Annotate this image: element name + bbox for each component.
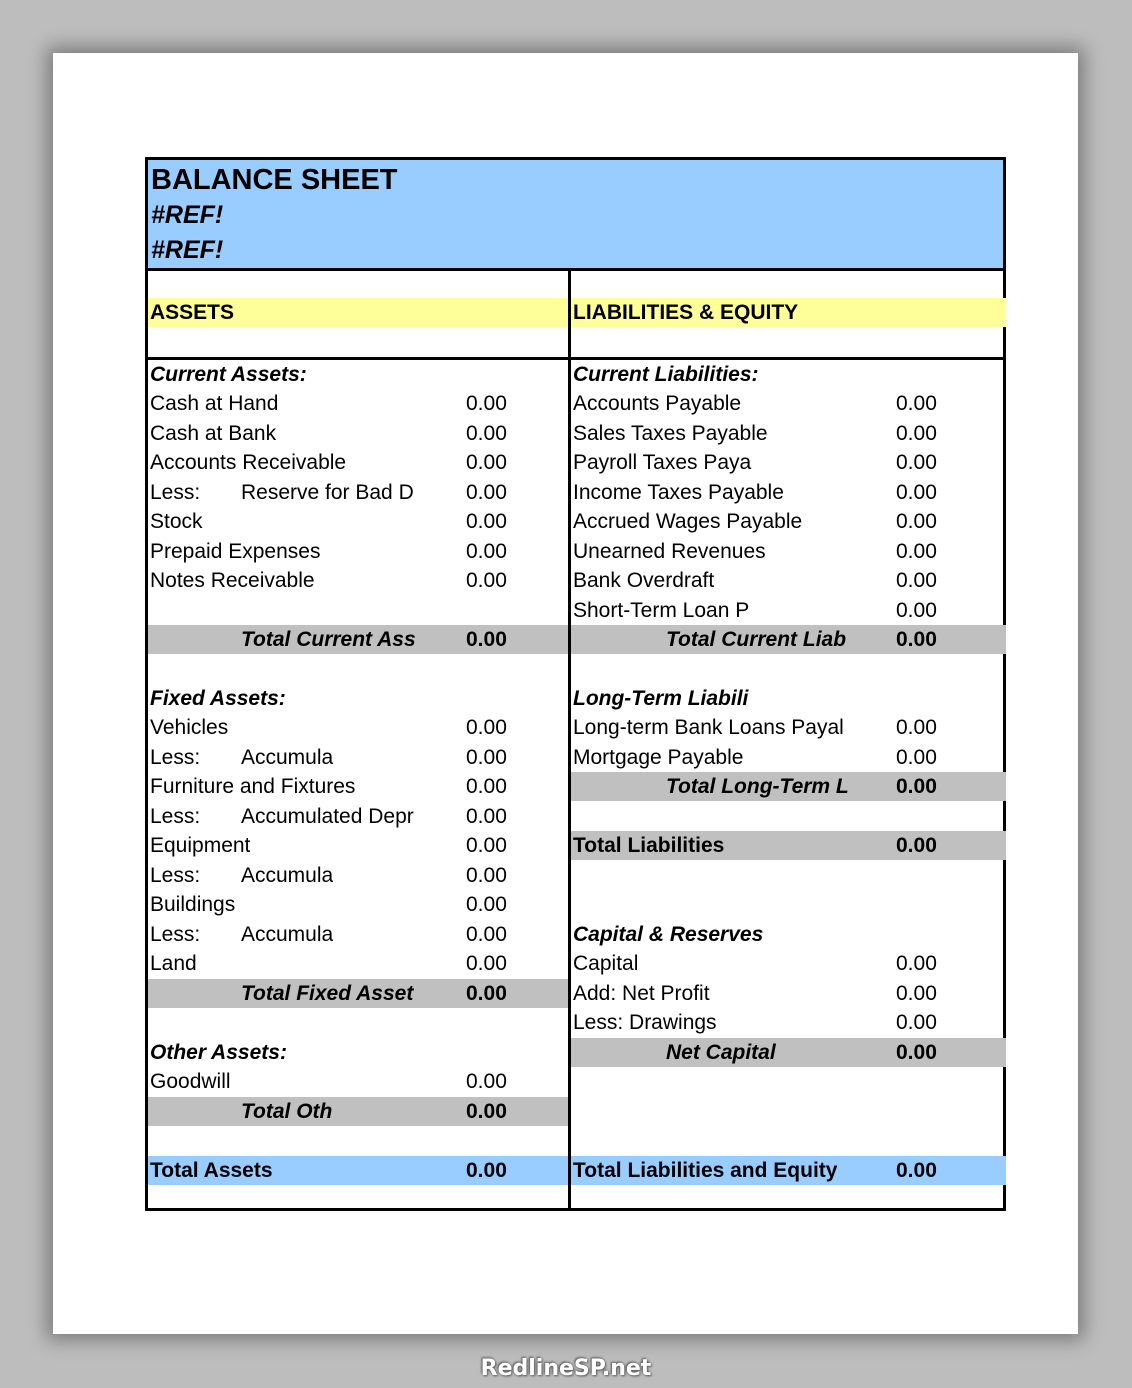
asset-prefix: Less: xyxy=(150,746,201,769)
asset-value: 0.00 xyxy=(466,746,507,769)
liability-row xyxy=(571,507,1006,536)
asset-value: 0.00 xyxy=(466,510,507,533)
asset-value: 0.00 xyxy=(466,775,507,798)
long-term-liabilities-heading: Long-Term Liabili xyxy=(573,687,749,710)
asset-label: Cash at Bank xyxy=(150,422,277,445)
asset-row xyxy=(148,1067,568,1096)
liability-label: Short-Term Loan P xyxy=(573,599,750,622)
current-liabilities-heading: Current Liabilities: xyxy=(573,363,759,386)
asset-row xyxy=(148,743,568,772)
liabilities-heading-row xyxy=(571,298,1006,327)
liability-row xyxy=(571,743,1006,772)
asset-label: Notes Receivable xyxy=(150,569,315,592)
asset-row xyxy=(148,861,568,890)
capital-row xyxy=(571,1008,1006,1037)
total-liabilities-equity-value: 0.00 xyxy=(896,1159,937,1182)
capital-label: Less: Drawings xyxy=(573,1011,717,1034)
capital-value: 0.00 xyxy=(896,982,937,1005)
total-value: 0.00 xyxy=(896,775,937,798)
capital-label: Add: Net Profit xyxy=(573,982,710,1005)
liability-label: Accrued Wages Payable xyxy=(573,510,803,533)
asset-label: Reserve for Bad D xyxy=(241,481,414,504)
asset-value: 0.00 xyxy=(466,923,507,946)
balance-sheet xyxy=(145,157,1006,1211)
asset-row xyxy=(148,537,568,566)
asset-row xyxy=(148,419,568,448)
liability-row xyxy=(571,713,1006,742)
asset-label: Goodwill xyxy=(150,1070,231,1093)
liability-value: 0.00 xyxy=(896,422,937,445)
asset-label: Cash at Hand xyxy=(150,392,279,415)
total-liabilities-label: Total Liabilities xyxy=(573,834,725,857)
asset-value: 0.00 xyxy=(466,540,507,563)
header-line-2: #REF! xyxy=(151,201,224,229)
liability-value: 0.00 xyxy=(896,599,937,622)
asset-row xyxy=(148,448,568,477)
assets-heading-row xyxy=(148,298,568,327)
sheet-header xyxy=(148,160,1003,271)
net-capital-row xyxy=(571,1038,1006,1067)
asset-row xyxy=(148,802,568,831)
asset-row xyxy=(148,713,568,742)
asset-prefix: Less: xyxy=(150,864,201,887)
liability-row xyxy=(571,419,1006,448)
capital-label: Capital xyxy=(573,952,639,975)
asset-value: 0.00 xyxy=(466,834,507,857)
total-assets-label: Total Assets xyxy=(150,1159,273,1182)
liability-row xyxy=(571,537,1006,566)
total-long-term-liabilities-row xyxy=(571,772,1006,801)
capital-value: 0.00 xyxy=(896,1011,937,1034)
asset-prefix: Less: xyxy=(150,923,201,946)
current-assets-heading: Current Assets: xyxy=(150,363,307,386)
other-assets-heading: Other Assets: xyxy=(150,1041,287,1064)
total-value: 0.00 xyxy=(896,1041,937,1064)
liability-label: Sales Taxes Payable xyxy=(573,422,768,445)
liability-value: 0.00 xyxy=(896,716,937,739)
capital-heading: Capital & Reserves xyxy=(573,923,764,946)
total-label: Total Current Liab xyxy=(666,628,847,651)
asset-value: 0.00 xyxy=(466,952,507,975)
total-value: 0.00 xyxy=(466,628,507,651)
asset-prefix: Less: xyxy=(150,481,201,504)
asset-label: Accumula xyxy=(241,746,333,769)
long-term-liabilities-heading-row xyxy=(571,684,1006,713)
asset-value: 0.00 xyxy=(466,451,507,474)
total-value: 0.00 xyxy=(896,628,937,651)
total-current-liabilities-row xyxy=(571,625,1006,654)
assets-heading: ASSETS xyxy=(150,301,235,324)
total-liabilities-value: 0.00 xyxy=(896,834,937,857)
liability-row xyxy=(571,448,1006,477)
liability-value: 0.00 xyxy=(896,510,937,533)
liabilities-heading: LIABILITIES & EQUITY xyxy=(573,301,799,324)
asset-label: Land xyxy=(150,952,197,975)
asset-value: 0.00 xyxy=(466,1070,507,1093)
asset-value: 0.00 xyxy=(466,481,507,504)
capital-row xyxy=(571,949,1006,978)
current-assets-heading-row xyxy=(148,360,568,389)
liability-label: Long-term Bank Loans Payal xyxy=(573,716,844,739)
total-label: Net Capital xyxy=(666,1041,776,1064)
total-liabilities-equity-label: Total Liabilities and Equity xyxy=(573,1159,838,1182)
asset-row xyxy=(148,890,568,919)
asset-prefix: Less: xyxy=(150,805,201,828)
liability-label: Accounts Payable xyxy=(573,392,742,415)
asset-label: Prepaid Expenses xyxy=(150,540,321,563)
liability-label: Mortgage Payable xyxy=(573,746,744,769)
asset-label: Equipment xyxy=(150,834,251,857)
asset-label: Stock xyxy=(150,510,203,533)
asset-label: Buildings xyxy=(150,893,236,916)
asset-label: Accumula xyxy=(241,864,333,887)
asset-row xyxy=(148,507,568,536)
liability-value: 0.00 xyxy=(896,569,937,592)
document-page xyxy=(53,53,1078,1334)
fixed-assets-heading: Fixed Assets: xyxy=(150,687,286,710)
liability-label: Income Taxes Payable xyxy=(573,481,784,504)
asset-value: 0.00 xyxy=(466,716,507,739)
total-liabilities-row xyxy=(571,831,1006,860)
liability-label: Bank Overdraft xyxy=(573,569,715,592)
fixed-assets-heading-row xyxy=(148,684,568,713)
liability-row xyxy=(571,566,1006,595)
liability-row xyxy=(571,596,1006,625)
capital-row xyxy=(571,979,1006,1008)
liability-value: 0.00 xyxy=(896,540,937,563)
liability-label: Payroll Taxes Paya xyxy=(573,451,752,474)
asset-value: 0.00 xyxy=(466,893,507,916)
current-liabilities-heading-row xyxy=(571,360,1006,389)
watermark-text: RedlineSP.net xyxy=(480,1356,652,1381)
asset-row xyxy=(148,566,568,595)
sheet-title: BALANCE SHEET xyxy=(151,164,398,196)
total-label: Total Oth xyxy=(241,1100,333,1123)
asset-row xyxy=(148,478,568,507)
liability-value: 0.00 xyxy=(896,451,937,474)
liability-value: 0.00 xyxy=(896,746,937,769)
liability-value: 0.00 xyxy=(896,392,937,415)
total-value: 0.00 xyxy=(466,982,507,1005)
asset-label: Vehicles xyxy=(150,716,229,739)
asset-value: 0.00 xyxy=(466,392,507,415)
total-liabilities-equity-row xyxy=(571,1156,1006,1185)
asset-row xyxy=(148,920,568,949)
asset-value: 0.00 xyxy=(466,864,507,887)
liability-row xyxy=(571,389,1006,418)
asset-row xyxy=(148,389,568,418)
total-label: Total Fixed Asset xyxy=(241,982,414,1005)
total-assets-value: 0.00 xyxy=(466,1159,507,1182)
asset-value: 0.00 xyxy=(466,422,507,445)
asset-value: 0.00 xyxy=(466,805,507,828)
liability-label: Unearned Revenues xyxy=(573,540,766,563)
other-assets-heading-row xyxy=(148,1038,568,1067)
asset-label: Accounts Receivable xyxy=(150,451,347,474)
asset-value: 0.00 xyxy=(466,569,507,592)
total-other-assets-row xyxy=(148,1097,568,1126)
asset-label: Furniture and Fixtures xyxy=(150,775,356,798)
total-assets-row xyxy=(148,1156,568,1185)
liability-value: 0.00 xyxy=(896,481,937,504)
asset-row xyxy=(148,831,568,860)
total-value: 0.00 xyxy=(466,1100,507,1123)
total-fixed-assets-row xyxy=(148,979,568,1008)
asset-row xyxy=(148,949,568,978)
total-label: Total Long-Term L xyxy=(666,775,849,798)
asset-row xyxy=(148,772,568,801)
total-label: Total Current Ass xyxy=(241,628,416,651)
capital-value: 0.00 xyxy=(896,952,937,975)
total-current-assets-row xyxy=(148,625,568,654)
header-line-3: #REF! xyxy=(151,236,224,264)
liability-row xyxy=(571,478,1006,507)
capital-heading-row xyxy=(571,920,1006,949)
asset-label: Accumulated Depr xyxy=(241,805,414,828)
asset-label: Accumula xyxy=(241,923,333,946)
